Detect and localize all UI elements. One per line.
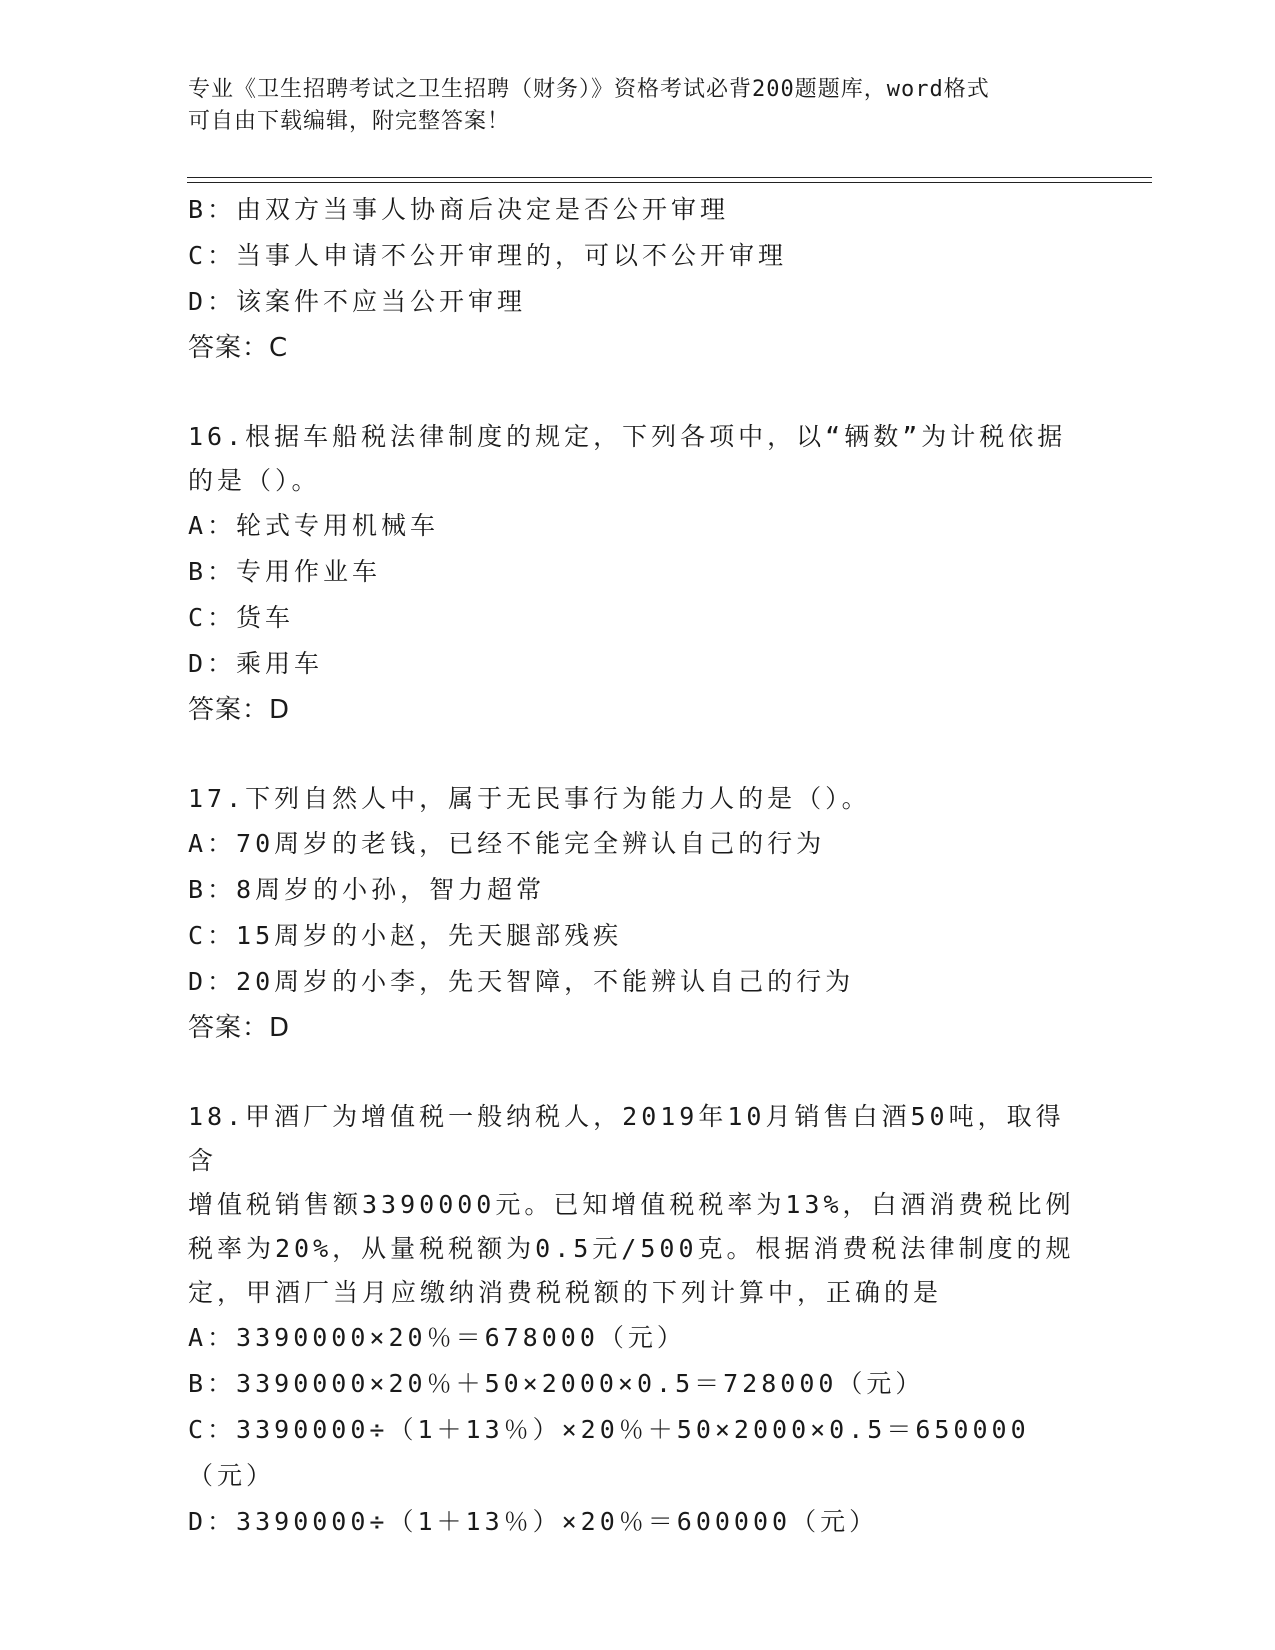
question-15-block xyxy=(188,187,1088,371)
spacer xyxy=(188,1051,1088,1095)
q18-stem-line2: 增值税销售额3390000元。已知增值税税率为13%，白酒消费税比例 xyxy=(188,1190,1075,1219)
q18-option-a: A：3390000×20％＝678000（元） xyxy=(188,1323,686,1352)
header-divider-top xyxy=(187,177,1152,178)
q18-option-d: D：3390000÷（1＋13％）×20％＝600000（元） xyxy=(188,1507,879,1536)
q17-option-a: A：70周岁的老钱，已经不能完全辨认自己的行为 xyxy=(188,829,826,858)
q16-option-c: C：货车 xyxy=(188,603,295,632)
question-18-block xyxy=(188,1095,1088,1545)
q17-option-d: D：20周岁的小李，先天智障，不能辨认自己的行为 xyxy=(188,967,855,996)
spacer xyxy=(188,733,1088,777)
spacer xyxy=(188,371,1088,415)
q15-option-b: B：由双方当事人协商后决定是否公开审理 xyxy=(188,195,730,224)
q18-option-b: B：3390000×20％＋50×2000×0.5＝728000（元） xyxy=(188,1369,925,1398)
question-16-block xyxy=(188,415,1088,733)
header-title-line2: 可自由下载编辑，附完整答案！ xyxy=(188,109,511,134)
q17-answer: 答案：D xyxy=(188,1013,291,1043)
q16-option-d: D：乘用车 xyxy=(188,649,324,678)
q16-answer: 答案：D xyxy=(188,695,291,725)
header-divider-bottom xyxy=(187,182,1152,183)
q15-option-c: C：当事人申请不公开审理的，可以不公开审理 xyxy=(188,241,788,270)
q15-answer: 答案：C xyxy=(188,333,289,363)
q17-option-c: C：15周岁的小赵，先天腿部残疾 xyxy=(188,921,623,950)
q16-stem-line1: 16.根据车船税法律制度的规定，下列各项中，以“辆数”为计税依据 xyxy=(188,422,1067,451)
q18-option-c: C：3390000÷（1＋13％）×20％＋50×2000×0.5＝650000（元） xyxy=(188,1415,1030,1490)
q16-stem-line2: 的是（）。 xyxy=(188,466,321,495)
question-17-block xyxy=(188,777,1088,1051)
q16-option-b: B：专用作业车 xyxy=(188,557,382,586)
q18-stem-line3: 税率为20%，从量税税额为0.5元/500克。根据消费税法律制度的规 xyxy=(188,1234,1075,1263)
header-title-line1: 专业《卫生招聘考试之卫生招聘（财务）》资格考试必背200题题库，word格式 xyxy=(188,77,990,102)
q15-option-d: D：该案件不应当公开审理 xyxy=(188,287,527,316)
q17-option-b: B：8周岁的小孙，智力超常 xyxy=(188,875,546,904)
q16-option-a: A：轮式专用机械车 xyxy=(188,511,440,540)
q18-stem-line1: 18.甲酒厂为增值税一般纳税人，2019年10月销售白酒50吨，取得含 xyxy=(188,1102,1065,1175)
q17-stem: 17.下列自然人中，属于无民事行为能力人的是（）。 xyxy=(188,784,871,813)
question-content xyxy=(188,187,1088,1545)
q18-stem-line4: 定，甲酒厂当月应缴纳消费税税额的下列计算中，正确的是 xyxy=(188,1278,943,1307)
document-header xyxy=(188,74,1088,138)
